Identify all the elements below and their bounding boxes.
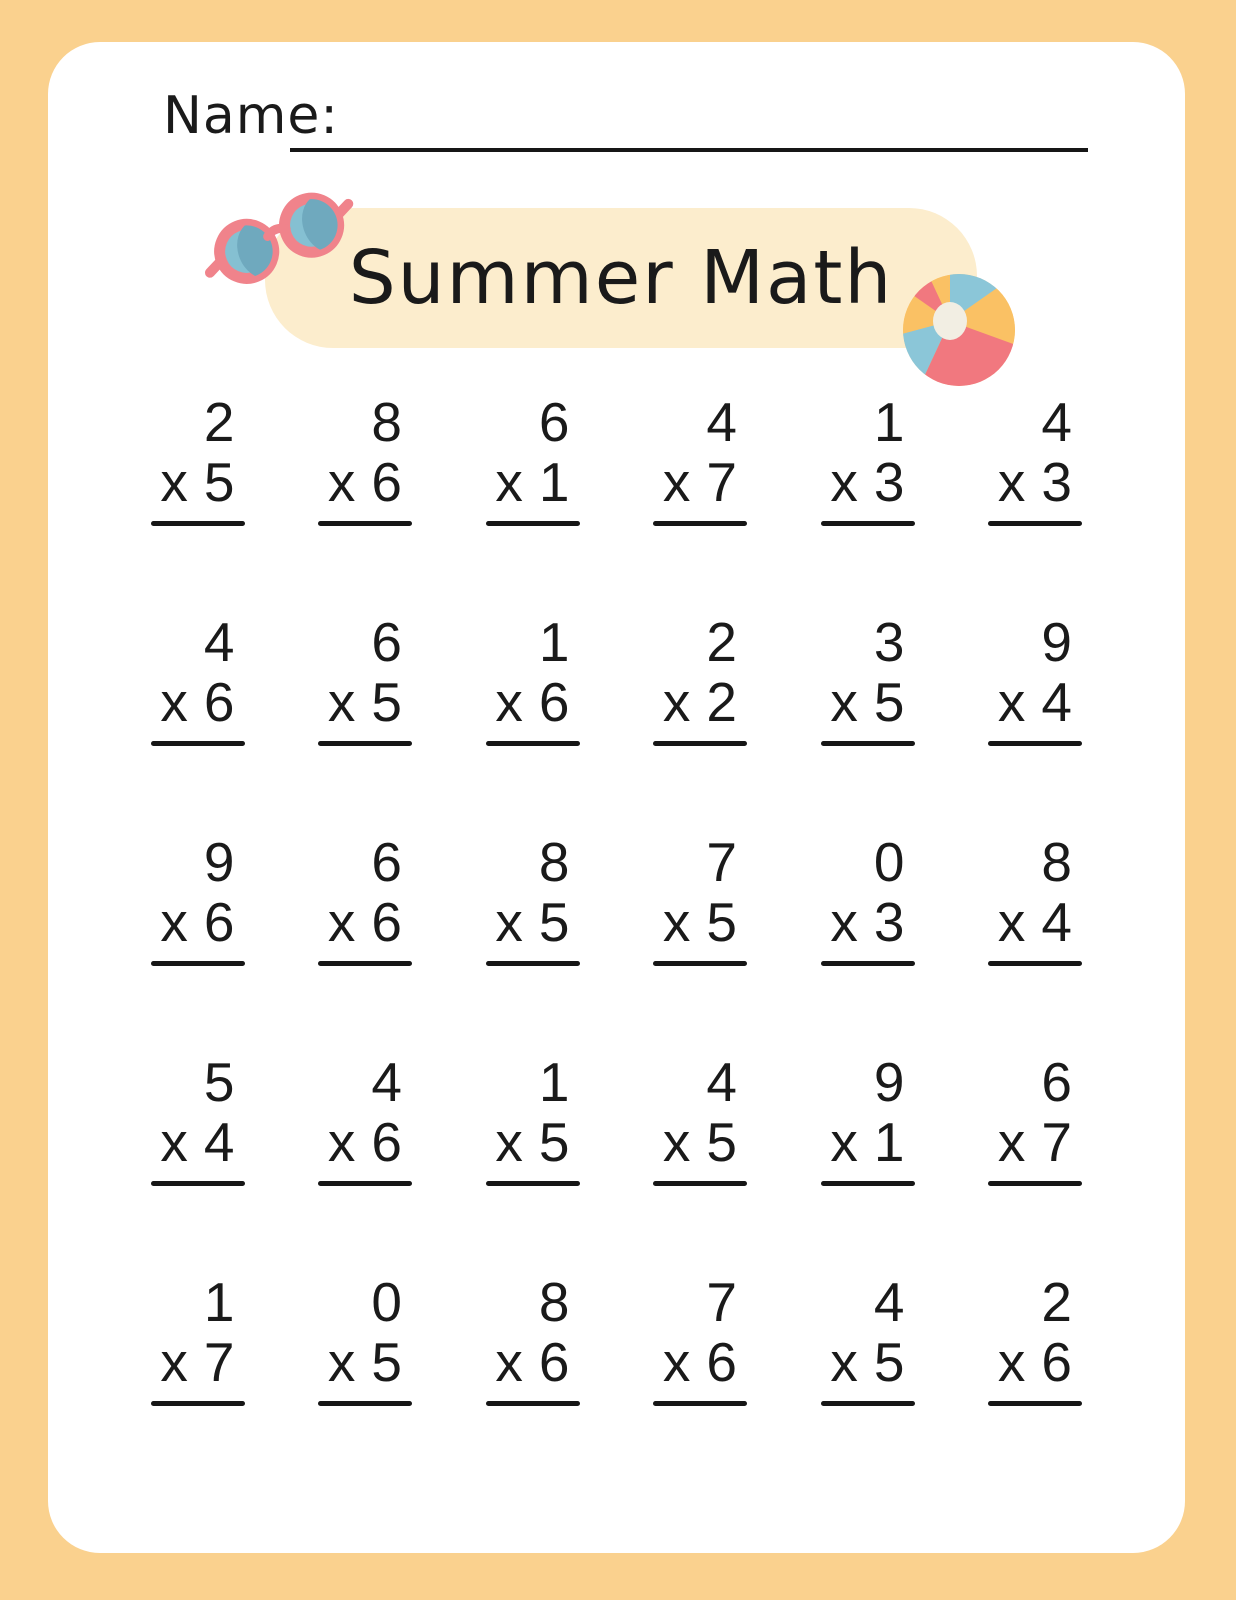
multiply-operator: x	[830, 1331, 858, 1393]
multiplicand: 7	[706, 1271, 737, 1333]
multiplier: 5	[538, 1111, 570, 1173]
multiplicand: 9	[1041, 611, 1072, 673]
answer-line[interactable]	[653, 961, 747, 966]
problem-cell	[115, 612, 283, 746]
multiplicand: 8	[371, 391, 402, 453]
multiplier: 3	[1041, 451, 1072, 513]
multiplicand: 9	[873, 1051, 905, 1113]
answer-line[interactable]	[653, 1401, 747, 1406]
answer-line[interactable]	[821, 741, 915, 746]
problem-cell	[450, 392, 618, 526]
multiply-operator: x	[662, 451, 691, 513]
problem-cell	[618, 832, 786, 966]
multiplier-row	[328, 672, 412, 732]
multiplier: 4	[1041, 891, 1072, 953]
multiplier: 5	[706, 1111, 737, 1173]
multiplier: 2	[706, 671, 737, 733]
problem-cell	[785, 612, 953, 746]
multiplier-row	[663, 452, 747, 512]
problem-cell	[115, 1272, 283, 1406]
multiply-operator: x	[830, 1111, 858, 1173]
name-fill-in-line[interactable]	[290, 148, 1088, 152]
multiply-operator: x	[997, 1331, 1026, 1393]
multiplier: 3	[873, 451, 905, 513]
multiplier-row	[328, 892, 412, 952]
sunglasses-icon	[198, 168, 358, 303]
multiply-operator: x	[662, 1331, 691, 1393]
multiplicand: 1	[203, 1271, 235, 1333]
answer-line[interactable]	[988, 741, 1082, 746]
answer-line[interactable]	[988, 521, 1082, 526]
multiplier-row	[998, 892, 1082, 952]
multiplicand: 2	[1041, 1271, 1072, 1333]
multiplicand: 6	[1041, 1051, 1072, 1113]
answer-line[interactable]	[151, 521, 245, 526]
multiplier: 5	[538, 891, 570, 953]
multiplicand: 8	[1041, 831, 1072, 893]
multiply-operator: x	[997, 891, 1026, 953]
multiply-operator: x	[830, 891, 858, 953]
multiply-operator: x	[327, 671, 356, 733]
multiplier: 5	[371, 671, 402, 733]
multiplicand: 4	[706, 391, 737, 453]
answer-line[interactable]	[486, 1181, 580, 1186]
multiplier: 5	[873, 1331, 905, 1393]
answer-line[interactable]	[821, 1181, 915, 1186]
problem-cell	[785, 1272, 953, 1406]
problem-cell	[953, 612, 1121, 746]
multiplier: 6	[706, 1331, 737, 1393]
answer-line[interactable]	[486, 961, 580, 966]
multiply-operator: x	[997, 1111, 1026, 1173]
answer-line[interactable]	[486, 1401, 580, 1406]
multiplier-row	[160, 1332, 244, 1392]
multiplier: 4	[203, 1111, 235, 1173]
answer-line[interactable]	[318, 1401, 412, 1406]
multiply-operator: x	[160, 671, 188, 733]
multiplicand: 6	[371, 611, 402, 673]
multiplier: 4	[1041, 671, 1072, 733]
multiply-operator: x	[495, 671, 523, 733]
multiplier-row	[160, 892, 244, 952]
multiply-operator: x	[160, 891, 188, 953]
multiplier-row	[160, 452, 244, 512]
answer-line[interactable]	[318, 741, 412, 746]
multiplier: 7	[1041, 1111, 1072, 1173]
problem-cell	[618, 1272, 786, 1406]
multiplicand: 6	[538, 391, 570, 453]
multiplier: 6	[538, 671, 570, 733]
multiplicand: 4	[371, 1051, 402, 1113]
answer-line[interactable]	[988, 1401, 1082, 1406]
multiplier-row	[998, 452, 1082, 512]
multiplicand: 8	[538, 831, 570, 893]
problem-cell	[618, 392, 786, 526]
multiply-operator: x	[327, 1331, 356, 1393]
answer-line[interactable]	[486, 741, 580, 746]
multiplier-row	[830, 1112, 914, 1172]
multiply-operator: x	[495, 451, 523, 513]
answer-line[interactable]	[318, 961, 412, 966]
multiplicand: 2	[706, 611, 737, 673]
multiplier: 7	[706, 451, 737, 513]
problem-cell	[953, 1052, 1121, 1186]
answer-line[interactable]	[821, 1401, 915, 1406]
multiplier: 1	[538, 451, 570, 513]
answer-line[interactable]	[151, 741, 245, 746]
multiplicand: 3	[873, 611, 905, 673]
multiplier-row	[328, 1112, 412, 1172]
answer-line[interactable]	[151, 1401, 245, 1406]
problem-cell	[450, 612, 618, 746]
multiply-operator: x	[997, 451, 1026, 513]
multiply-operator: x	[327, 1111, 356, 1173]
multiplier: 6	[203, 671, 235, 733]
problem-cell	[115, 1052, 283, 1186]
multiply-operator: x	[830, 451, 858, 513]
multiplicand: 4	[1041, 391, 1072, 453]
multiplier-row	[663, 672, 747, 732]
problem-cell	[283, 612, 451, 746]
beach-ball-icon	[900, 274, 1018, 386]
multiplicand: 5	[203, 1051, 235, 1113]
multiplicand: 1	[538, 1051, 570, 1113]
multiplier-row	[495, 672, 579, 732]
answer-line[interactable]	[151, 961, 245, 966]
multiply-operator: x	[495, 1111, 523, 1173]
multiplicand: 4	[873, 1271, 905, 1333]
multiplier-row	[998, 672, 1082, 732]
multiplier-row	[830, 1332, 914, 1392]
problem-cell	[953, 1272, 1121, 1406]
problem-cell	[283, 392, 451, 526]
multiplier-row	[998, 1332, 1082, 1392]
multiplier: 6	[371, 451, 402, 513]
multiplier-row	[663, 892, 747, 952]
page-title: Summer Math	[348, 235, 894, 321]
multiply-operator: x	[662, 891, 691, 953]
problem-cell	[618, 612, 786, 746]
answer-line[interactable]	[318, 521, 412, 526]
multiplier-row	[663, 1332, 747, 1392]
multiplicand: 7	[706, 831, 737, 893]
multiplier: 6	[371, 1111, 402, 1173]
multiply-operator: x	[160, 1111, 188, 1173]
multiplicand: 4	[706, 1051, 737, 1113]
problem-cell	[785, 392, 953, 526]
answer-line[interactable]	[821, 521, 915, 526]
multiplier-row	[830, 672, 914, 732]
problem-cell	[953, 832, 1121, 966]
multiplier: 6	[371, 891, 402, 953]
problem-cell	[618, 1052, 786, 1186]
problem-cell	[450, 1272, 618, 1406]
multiplier: 7	[203, 1331, 235, 1393]
multiplicand: 2	[203, 391, 235, 453]
multiplier-row	[328, 1332, 412, 1392]
multiply-operator: x	[662, 1111, 691, 1173]
multiplier: 6	[538, 1331, 570, 1393]
multiplier-row	[830, 892, 914, 952]
multiplier: 5	[706, 891, 737, 953]
multiply-operator: x	[830, 671, 858, 733]
problem-cell	[785, 832, 953, 966]
multiplier-row	[495, 1112, 579, 1172]
multiplier-row	[830, 452, 914, 512]
answer-line[interactable]	[653, 1181, 747, 1186]
multiplier-row	[160, 1112, 244, 1172]
multiplicand: 0	[873, 831, 905, 893]
multiplicand: 0	[371, 1271, 402, 1333]
multiply-operator: x	[495, 891, 523, 953]
problem-cell	[953, 392, 1121, 526]
multiplicand: 4	[203, 611, 235, 673]
answer-line[interactable]	[988, 1181, 1082, 1186]
multiplicand: 9	[203, 831, 235, 893]
multiplier: 5	[203, 451, 235, 513]
multiplier-row	[495, 892, 579, 952]
problem-cell	[450, 1052, 618, 1186]
multiplier: 1	[873, 1111, 905, 1173]
multiplier-row	[998, 1112, 1082, 1172]
multiplier-row	[160, 672, 244, 732]
multiplier: 5	[371, 1331, 402, 1393]
multiplicand: 6	[371, 831, 402, 893]
multiplicand: 1	[538, 611, 570, 673]
problem-cell	[115, 392, 283, 526]
answer-line[interactable]	[653, 741, 747, 746]
problem-cell	[785, 1052, 953, 1186]
answer-line[interactable]	[653, 521, 747, 526]
answer-line[interactable]	[486, 521, 580, 526]
multiply-operator: x	[160, 1331, 188, 1393]
multiply-operator: x	[327, 451, 356, 513]
answer-line[interactable]	[318, 1181, 412, 1186]
multiplier-row	[495, 452, 579, 512]
multiply-operator: x	[160, 451, 188, 513]
multiplier: 6	[1041, 1331, 1072, 1393]
multiplier: 3	[873, 891, 905, 953]
multiplier-row	[495, 1332, 579, 1392]
multiply-operator: x	[997, 671, 1026, 733]
name-label: Name:	[163, 86, 339, 146]
multiplier-row	[328, 452, 412, 512]
multiplier: 5	[873, 671, 905, 733]
problem-cell	[450, 832, 618, 966]
problem-cell	[115, 832, 283, 966]
answer-line[interactable]	[821, 961, 915, 966]
answer-line[interactable]	[988, 961, 1082, 966]
problems-grid	[115, 392, 1120, 1406]
multiply-operator: x	[495, 1331, 523, 1393]
multiplier: 6	[203, 891, 235, 953]
answer-line[interactable]	[151, 1181, 245, 1186]
problem-cell	[283, 1272, 451, 1406]
multiply-operator: x	[662, 671, 691, 733]
multiply-operator: x	[327, 891, 356, 953]
problem-cell	[283, 1052, 451, 1186]
multiplicand: 8	[538, 1271, 570, 1333]
problem-cell	[283, 832, 451, 966]
multiplier-row	[663, 1112, 747, 1172]
multiplicand: 1	[873, 391, 905, 453]
